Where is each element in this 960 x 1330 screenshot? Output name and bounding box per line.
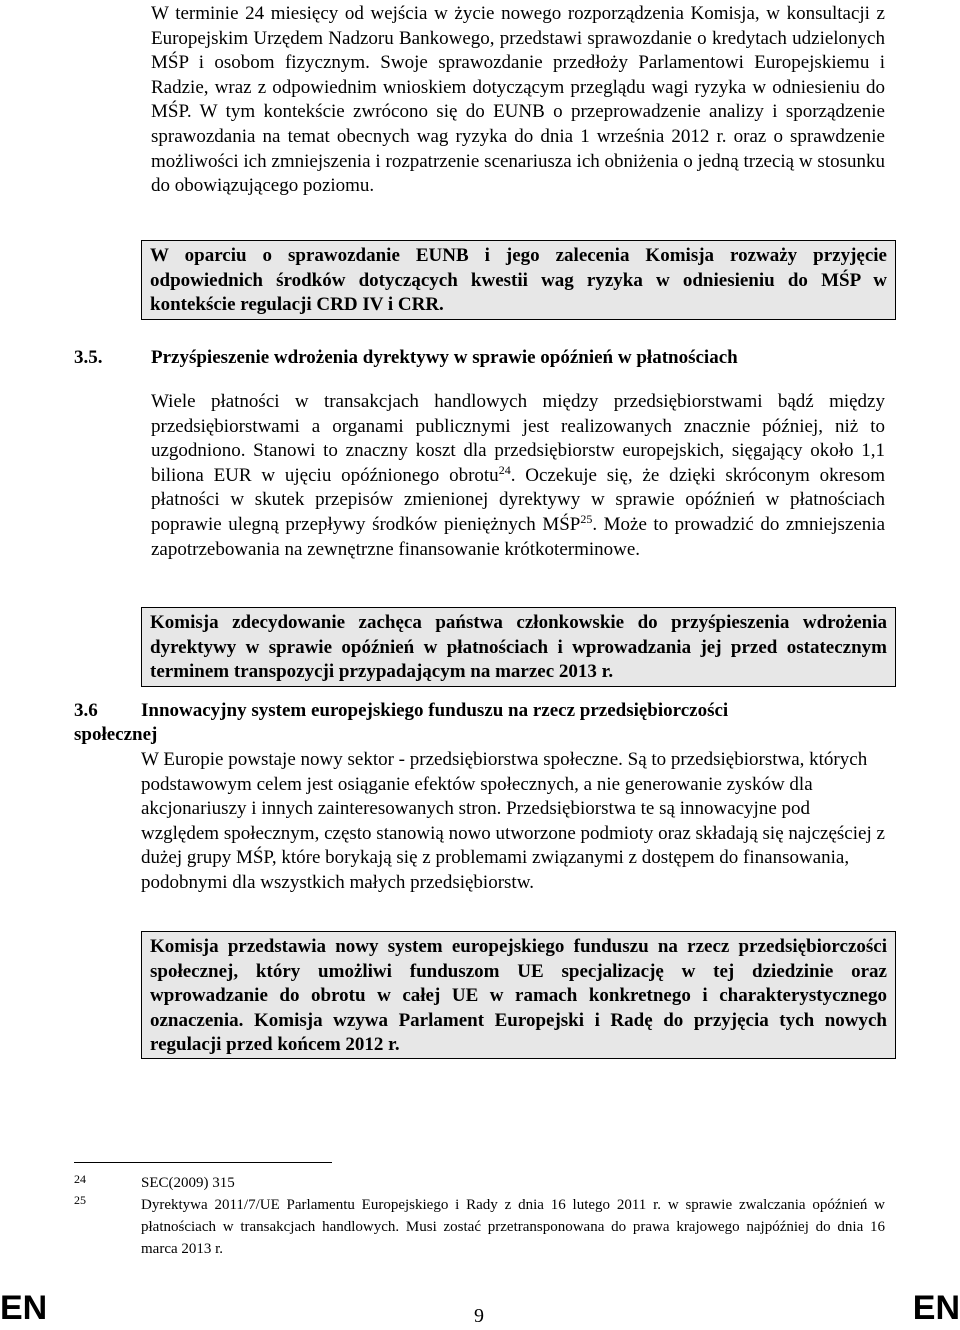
footnote-ref-25[interactable]: 25 [580, 511, 593, 526]
footer-lang-left: EN [0, 1289, 48, 1327]
section-3-6-paragraph: W Europie powstaje nowy sektor - przedsiębiorstwa społeczne. Są to przedsiębiorstwa, których podstawowym celem jest osiąganie efektów społecznych, a nie generowanie zysków dla akcjonariuszy i innych zainteresowanych stron. Przedsiębiorstwa te są innowacyjne pod względem społecznym, często stanowią nowo utworzone podmioty oraz składają się najczęściej z dużej grupy MŚP, które borykają się z problemami związanymi z dostępem do finansowania, podobnymi dla wszystkich małych przedsiębiorstw. [141, 749, 885, 893]
highlight-box-crd: W oparciu o sprawozdanie EUNB i jego zalecenia Komisja rozważy przyjęcie odpowiednich środków dotyczących kwestii wag ryzyka w odniesieniu do MŚP w kontekście regulacji CRD IV i CRR. [141, 240, 896, 320]
footnote-ref-24[interactable]: 24 [498, 462, 511, 477]
footer-lang-right: EN [912, 1289, 960, 1327]
section-3-6-number: 3.6 [74, 700, 98, 721]
highlight-box-late-payments: Komisja zdecydowanie zachęca państwa członkowskie do przyśpieszenia wdrożenia dyrektywy w sprawie opóźnień w płatnościach i wprowadzania jej przed ostatecznym terminem transpozycji przypadającym na marzec 2013 r. [141, 607, 896, 687]
section-3-6-title-line1: Innowacyjny system europejskiego funduszu na rzecz przedsiębiorczości [141, 700, 729, 721]
footnote-24-number: 24 [74, 1172, 86, 1186]
section-3-5-number: 3.5. [74, 347, 103, 368]
footnote-24-text: SEC(2009) 315 [141, 1175, 235, 1191]
para-part-a: Wiele płatności w transakcjach handlowych między przedsiębiorstwami bądź między przedsiębiorstwami a organami publicznymi jest realizowanych znacznie później, niż to uzgodniono. Stanowi to znaczny koszt dla przedsiębiorstw europejskich, sięgający około 1,1 biliona EUR w ujęciu opóźnionego obrotu [151, 391, 885, 486]
highlight-box-social-fund: Komisja przedstawia nowy system europejskiego funduszu na rzecz przedsiębiorczości społecznej, który umożliwi funduszom UE specjalizację w tej dziedzinie oraz wprowadzanie do obrotu w całej UE w ramach konkretnego i charakterystycznego oznaczenia. Komisja wzywa Parlament Europejski i Radę do przyjęcia tych nowych regulacji przed końcem 2012 r. [141, 931, 896, 1059]
section-3-6-title-line2: społecznej [74, 724, 158, 745]
para-part-b: . Oczekuje się, że dzięki skróconym okresom płatności w skutek przepisów zmienionej dyrektywy w sprawie opóźnień w płatnościach poprawie ulegną przepływy środków pieniężnych MŚP [151, 464, 885, 535]
section-3-5-paragraph [151, 390, 885, 562]
intro-paragraph: W terminie 24 miesięcy od wejścia w życie nowego rozporządzenia Komisja, w konsultacji z Europejskim Urzędem Nadzoru Bankowego, przedstawi sprawozdanie o kredytach udzielonych MŚP i osobom fizycznym. Swoje sprawozdanie przedłoży Parlamentowi Europejskiemu i Radzie, wraz z odpowiednim wnioskiem dotyczącym przeglądu wagi ryzyka w odniesieniu do MŚP. W tym kontekście zwrócono się do EUNB o przeprowadzenie analizy i sporządzenie sprawozdania na temat obecnych wag ryzyka do dnia 1 września 2012 r. oraz o sprawdzenie możliwości ich zmniejszenia i rozpatrzenie scenariusza ich obniżenia o jedną trzecią w stosunku do obowiązującego poziomu. [151, 3, 885, 197]
footnote-25-text: Dyrektywa 2011/7/UE Parlamentu Europejskiego i Rady z dnia 16 lutego 2011 r. w sprawie zwalczania opóźnień w płatnościach w transakcjach handlowych. Musi zostać przetransponowana do prawa krajowego najpóźniej do dnia 16 marca 2013 r. [141, 1197, 885, 1257]
page-number: 9 [474, 1305, 484, 1327]
footnote-25-number: 25 [74, 1193, 86, 1207]
para-part-c: . Może to prowadzić do zmniejszenia zapotrzebowania na zewnętrzne finansowanie krótkoterminowe. [151, 513, 886, 560]
section-3-5-title: Przyśpieszenie wdrożenia dyrektywy w sprawie opóźnień w płatnościach [151, 347, 738, 368]
footnote-separator [74, 1162, 332, 1163]
